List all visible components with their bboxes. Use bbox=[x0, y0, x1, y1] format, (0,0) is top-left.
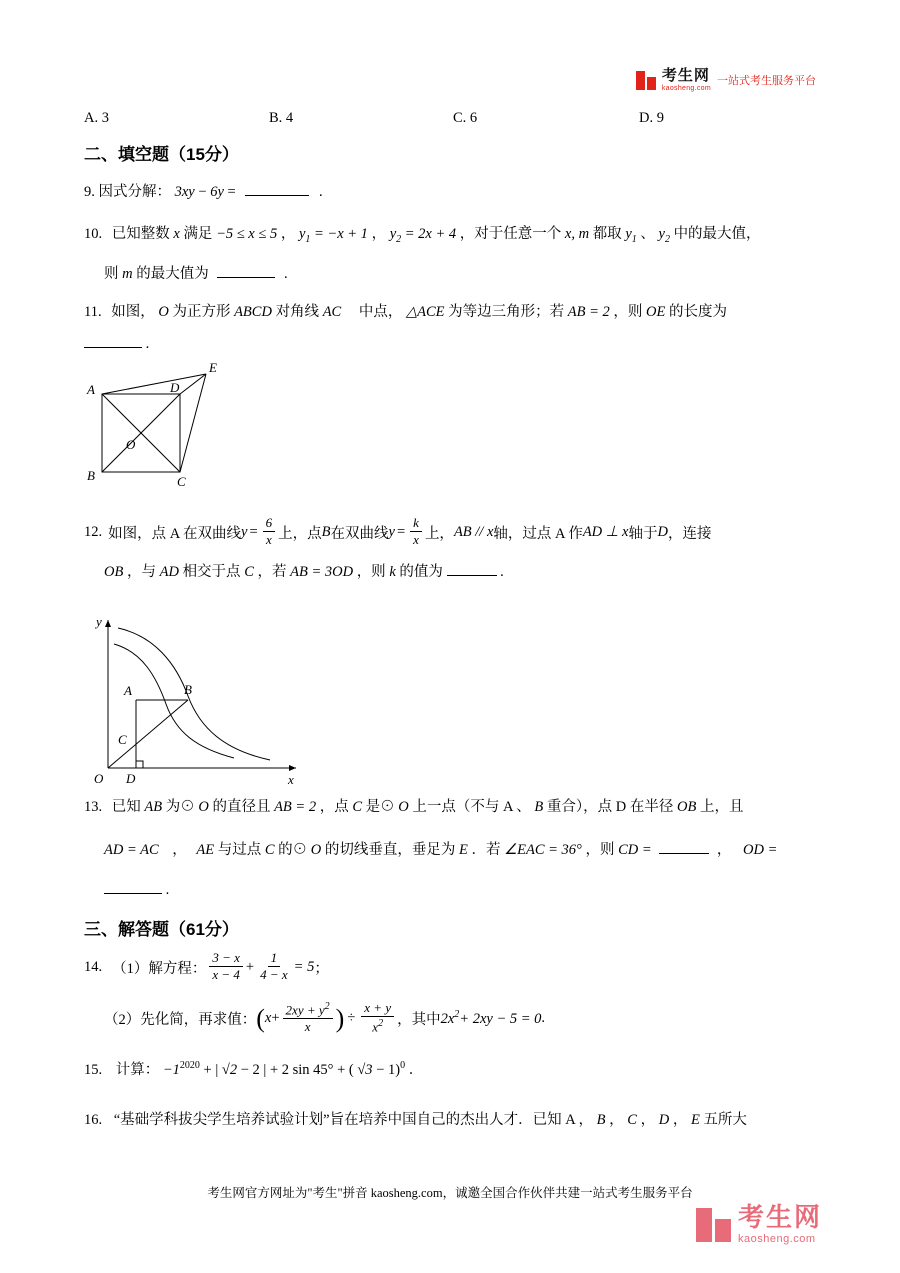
q13-ab: AB bbox=[144, 799, 163, 815]
q12-label-A: A bbox=[124, 683, 132, 698]
logo-text bbox=[662, 68, 711, 92]
q13-text-k: 的切线垂直，垂足为 bbox=[324, 842, 456, 858]
q10-comma-1: ， bbox=[280, 226, 296, 242]
q13-text-g: 重合），点 D 在半径 bbox=[546, 799, 674, 815]
q16-comma-2: ， bbox=[640, 1112, 656, 1128]
footer-logo-mark-icon bbox=[696, 1208, 731, 1242]
q10-period: . bbox=[283, 266, 288, 282]
q14-plus-2: + bbox=[271, 1009, 280, 1026]
q12-frac2-num: k bbox=[410, 515, 422, 532]
q10-number: 10. bbox=[84, 226, 103, 242]
q10-text-e: 、 bbox=[640, 226, 655, 242]
footer-logo-title: 考生网 bbox=[737, 1202, 822, 1232]
q13-angle: ∠EAC = 36° bbox=[504, 842, 582, 858]
q15-zero-exp: 0 bbox=[400, 1060, 406, 1072]
q13-text-m: ，则 bbox=[585, 842, 615, 858]
q14-period: . bbox=[541, 1009, 546, 1026]
q13-number: 13. bbox=[84, 799, 103, 815]
q13-text-h: 上，且 bbox=[699, 799, 744, 815]
q13-text-f: 上一点（不与 A 、 bbox=[412, 799, 531, 815]
q13-text-l: ．若 bbox=[471, 842, 501, 858]
q13-answer-blank-1 bbox=[659, 853, 709, 854]
q11-label-O: O bbox=[126, 437, 136, 452]
q13-text-j: 的⊙ bbox=[278, 842, 308, 858]
q11-text-f: ，则 bbox=[613, 304, 643, 320]
q14-frac1-num: 3 − x bbox=[209, 950, 243, 967]
q11-abcd: ABCD bbox=[234, 304, 272, 320]
q9-equals: = bbox=[227, 184, 236, 200]
q13-ad-ac: AD = AC bbox=[104, 842, 159, 858]
question-15 bbox=[84, 1058, 423, 1079]
q12-ad-perp: AD ⊥ x bbox=[582, 523, 629, 540]
q12-label-B: B bbox=[184, 682, 192, 697]
q11-label-C: C bbox=[177, 474, 186, 489]
q10-vars: x, m bbox=[564, 226, 590, 242]
q14-left-paren: ( bbox=[256, 1003, 265, 1033]
q14-frac4-den: $x^2$ bbox=[372, 1018, 384, 1035]
q16-e: E bbox=[690, 1112, 700, 1128]
q12-label-x: x bbox=[288, 772, 294, 787]
footer-note: 考生网官方网址为"考生"拼音 kaosheng.com，诚邀全国合作伙伴共建一站式考生服务平台 bbox=[207, 1186, 693, 1200]
q12-text-h: ，与 bbox=[126, 564, 156, 580]
q13-ob: OB bbox=[677, 799, 697, 815]
question-14-part1 bbox=[84, 950, 329, 984]
q10-text-b: 满足 bbox=[183, 226, 213, 242]
q13-text-c: 的直径且 bbox=[212, 799, 271, 815]
q15-sqrt-2: √2 bbox=[221, 1062, 238, 1078]
q15-number: 15. bbox=[84, 1062, 103, 1078]
q16-comma-1: ， bbox=[609, 1112, 624, 1128]
q14-fraction-3 bbox=[283, 1001, 333, 1036]
q14-frac2-num: 1 bbox=[268, 950, 281, 967]
q11-label-E: E bbox=[209, 360, 217, 375]
q10-text-f: 中的最大值， bbox=[673, 226, 761, 242]
q12-text-a: 如图，点 A 在双曲线 bbox=[108, 525, 242, 542]
q12-ob: OB bbox=[104, 564, 124, 580]
choice-c: C. 6 bbox=[453, 110, 478, 126]
q11-period: . bbox=[145, 336, 150, 352]
q12-ab-parallel: AB // x bbox=[453, 523, 494, 540]
q10-text-d: 都取 bbox=[592, 226, 622, 242]
q11-number: 11. bbox=[84, 304, 102, 320]
footer-logo-domain: kaosheng.com bbox=[737, 1233, 816, 1245]
q11-ac: AC bbox=[322, 304, 342, 320]
q12-point-b: B bbox=[321, 523, 331, 540]
q13-ae: AE bbox=[196, 842, 215, 858]
q12-text-f: 轴于 bbox=[628, 525, 658, 542]
choice-d: D. 9 bbox=[639, 110, 664, 126]
q13-point-b: B bbox=[534, 799, 544, 815]
q10-y2-expr: = 2x + 4 bbox=[404, 226, 457, 242]
q12-frac2-den: x bbox=[413, 532, 419, 548]
q12-text-b: 上，点 bbox=[278, 525, 322, 542]
q16-b: B bbox=[596, 1112, 606, 1128]
q12-number: 12. bbox=[84, 523, 103, 540]
q14-number: 14. bbox=[84, 958, 103, 975]
q12-frac1-den: x bbox=[266, 532, 272, 548]
q14-part1-text: （1）解方程： bbox=[112, 960, 207, 977]
footer-logo bbox=[696, 1204, 822, 1245]
logo-slogan: 一站式考生服务平台 bbox=[717, 75, 816, 87]
q10-y1-sub: 1 bbox=[305, 233, 311, 245]
question-10-line2 bbox=[104, 262, 288, 283]
q12-text-l: 的值为 bbox=[399, 564, 443, 580]
question-11-line2 bbox=[84, 336, 149, 353]
q12-var-k: k bbox=[389, 564, 396, 580]
q14-fraction-1 bbox=[209, 950, 243, 984]
q9-text: 因式分解： bbox=[98, 184, 171, 200]
q13-text-a: 已知 bbox=[111, 799, 141, 815]
q16-number: 16. bbox=[84, 1112, 103, 1128]
q15-exponent: 2020 bbox=[179, 1060, 200, 1072]
q9-period: . bbox=[318, 184, 323, 200]
q14-frac4-num: x + y bbox=[361, 1000, 394, 1017]
q10-inequality: −5 ≤ x ≤ 5 bbox=[216, 226, 278, 242]
q11-label-B: B bbox=[87, 468, 95, 483]
q10-var-m: m bbox=[122, 266, 133, 282]
q14-frac1-den: x − 4 bbox=[212, 967, 240, 983]
q14-semicolon: ； bbox=[314, 960, 329, 977]
q12-condition: AB = 3OD bbox=[290, 564, 354, 580]
q12-point-d: D bbox=[657, 523, 668, 540]
question-16 bbox=[84, 1108, 854, 1129]
q12-fraction-1 bbox=[263, 515, 276, 549]
q15-sqrt-3: √3 bbox=[357, 1062, 373, 1078]
q10-text-g: 则 bbox=[104, 266, 119, 282]
q10-y1-expr: = −x + 1 bbox=[314, 226, 368, 242]
question-14-part2 bbox=[104, 1000, 545, 1036]
footer-logo-text bbox=[738, 1204, 822, 1245]
question-13-line2 bbox=[104, 838, 854, 859]
q12-label-O: O bbox=[94, 771, 104, 786]
q15-text-c: − 2 | + 2 sin 45° + ( bbox=[240, 1062, 354, 1078]
q10-y2-ref: y bbox=[658, 226, 665, 242]
q12-frac1-num: 6 bbox=[263, 515, 276, 532]
q13-text-b: 为⊙ bbox=[165, 799, 195, 815]
q13-period: . bbox=[165, 882, 170, 898]
q9-number: 9. bbox=[84, 184, 95, 200]
q10-y2-sub: 2 bbox=[396, 233, 402, 245]
q10-text-c: ，对于任意一个 bbox=[459, 226, 562, 242]
q15-neg-one: −1 bbox=[162, 1062, 180, 1078]
question-11-line1 bbox=[84, 300, 844, 321]
q16-c: C bbox=[627, 1112, 637, 1128]
q15-text-e: ． bbox=[408, 1062, 424, 1078]
q11-text-a: 如图， bbox=[111, 304, 155, 320]
q9-minus: − bbox=[198, 184, 207, 200]
q14-fraction-2 bbox=[257, 950, 291, 984]
question-12-line2 bbox=[104, 560, 504, 581]
logo-domain: kaosheng.com bbox=[661, 85, 711, 92]
q13-point-e: E bbox=[459, 842, 468, 858]
q13-comma-2: ， bbox=[716, 842, 732, 858]
q11-text-d: 中点， bbox=[358, 304, 403, 320]
figure-q11 bbox=[84, 362, 264, 502]
site-logo bbox=[636, 68, 816, 92]
section-title-fill-blank: 二、填空题（15分） bbox=[84, 145, 239, 164]
q13-ab-value: AB = 2 bbox=[274, 799, 317, 815]
q15-text-d: − 1) bbox=[376, 1062, 401, 1078]
q12-eq1: = bbox=[249, 523, 258, 540]
q11-answer-blank bbox=[84, 347, 142, 348]
q12-text-g: ，连接 bbox=[667, 525, 712, 542]
q10-y1-ref: y bbox=[625, 226, 632, 242]
q16-d: D bbox=[658, 1112, 670, 1128]
q12-text-e: 轴，过点 A 作 bbox=[493, 525, 583, 542]
q13-comma-1: ， bbox=[172, 842, 187, 858]
q11-text-g: 的长度为 bbox=[668, 304, 727, 320]
q14-frac2-den: 4 − x bbox=[260, 967, 288, 983]
q16-text-b: 五所大 bbox=[703, 1112, 747, 1128]
q14-part2-text: （2）先化简，再求值： bbox=[104, 1011, 257, 1028]
q13-answer-blank-2 bbox=[104, 893, 162, 894]
q14-right-paren: ) bbox=[335, 1003, 345, 1033]
q9-expr-b: 6y bbox=[210, 184, 224, 200]
q12-text-d: 上， bbox=[424, 525, 454, 542]
section-title-answer: 三、解答题（61分） bbox=[84, 920, 239, 939]
q13-circle-o-1: O bbox=[198, 799, 209, 815]
q10-answer-blank bbox=[217, 277, 275, 278]
q13-text-d: ，点 bbox=[319, 799, 349, 815]
q11-text-b: 为正方形 bbox=[172, 304, 231, 320]
q13-point-c: C bbox=[352, 799, 362, 815]
question-12-line1 bbox=[84, 515, 854, 549]
q12-text-k: ，则 bbox=[356, 564, 386, 580]
q15-text-b: + | bbox=[203, 1062, 219, 1078]
q10-var-x: x bbox=[173, 226, 180, 242]
q14-divide: ÷ bbox=[347, 1009, 356, 1026]
q14-eq: = 5 bbox=[293, 958, 315, 975]
q13-point-c-2: C bbox=[264, 842, 275, 858]
q14-frac3-num: $2xy + y^2$ bbox=[283, 1001, 333, 1020]
q14-condition: $2x^2+ 2xy - 5 = 0$ bbox=[440, 1008, 542, 1027]
q11-ab: AB = 2 bbox=[567, 304, 610, 320]
q13-text-i: 与过点 bbox=[217, 842, 262, 858]
q14-fraction-4 bbox=[361, 1000, 394, 1036]
q12-point-c: C bbox=[244, 564, 254, 580]
q12-label-D: D bbox=[126, 771, 136, 786]
q12-label-C: C bbox=[118, 732, 127, 747]
q13-cd: CD = bbox=[618, 842, 652, 858]
q15-text-a: 计算： bbox=[115, 1062, 160, 1078]
q12-fraction-2 bbox=[410, 515, 422, 549]
q13-circle-o-3: O bbox=[310, 842, 322, 858]
q16-text-a: “基础学科拔尖学生培养试验计划”旨在培养中国自己的杰出人才．已知 A ， bbox=[113, 1112, 594, 1128]
logo-title: 考生网 bbox=[661, 67, 710, 84]
q10-text-h: 的最大值为 bbox=[136, 266, 209, 282]
logo-mark-icon bbox=[636, 71, 656, 90]
q11-text-e: 为等边三角形；若 bbox=[448, 304, 565, 320]
figure-q12 bbox=[84, 608, 324, 793]
q12-answer-blank bbox=[447, 575, 497, 576]
q12-period: . bbox=[500, 564, 504, 580]
q11-triangle-ace: △ACE bbox=[405, 304, 445, 320]
q13-od: OD = bbox=[743, 842, 778, 858]
q11-label-D: D bbox=[170, 380, 180, 395]
q13-circle-o-2: O bbox=[398, 799, 409, 815]
q12-eq2: = bbox=[396, 523, 406, 540]
q12-text-j: ，若 bbox=[257, 564, 287, 580]
q12-text-c: 在双曲线 bbox=[330, 525, 389, 542]
q13-text-e: 是⊙ bbox=[365, 799, 395, 815]
q10-text-a: 已知整数 bbox=[111, 226, 170, 242]
q9-expr-a: 3xy bbox=[174, 184, 195, 200]
q12-text-i: 相交于点 bbox=[182, 564, 241, 580]
q10-comma-2: ， bbox=[371, 226, 387, 242]
q14-frac3-den: x bbox=[304, 1019, 311, 1035]
q16-comma-3: ， bbox=[672, 1112, 688, 1128]
q11-text-c: 对角线 bbox=[275, 304, 320, 320]
q14-plus: + bbox=[245, 958, 255, 975]
q11-label-A: A bbox=[87, 382, 95, 397]
q10-y2-ref-sub: 2 bbox=[664, 233, 670, 245]
question-9 bbox=[84, 180, 323, 201]
q14-mid-text: ，其中 bbox=[397, 1011, 441, 1028]
question-10-line1 bbox=[84, 222, 844, 245]
q12-y2: y bbox=[388, 523, 395, 540]
question-13-line3 bbox=[104, 882, 169, 899]
q11-oe: OE bbox=[646, 304, 666, 320]
choice-b: B. 4 bbox=[269, 110, 294, 126]
q11-point-o: O bbox=[158, 304, 169, 320]
question-13-line1 bbox=[84, 795, 854, 816]
q10-y1-ref-sub: 1 bbox=[631, 233, 637, 245]
q10-y1: y bbox=[298, 226, 306, 242]
q9-answer-blank bbox=[245, 195, 309, 196]
q10-y2: y bbox=[389, 226, 397, 242]
q12-ad: AD bbox=[159, 564, 179, 580]
q14-x: x bbox=[264, 1009, 272, 1026]
q12-label-y: y bbox=[96, 614, 102, 629]
choice-a: A. 3 bbox=[84, 110, 109, 126]
q12-y1: y bbox=[241, 523, 248, 540]
